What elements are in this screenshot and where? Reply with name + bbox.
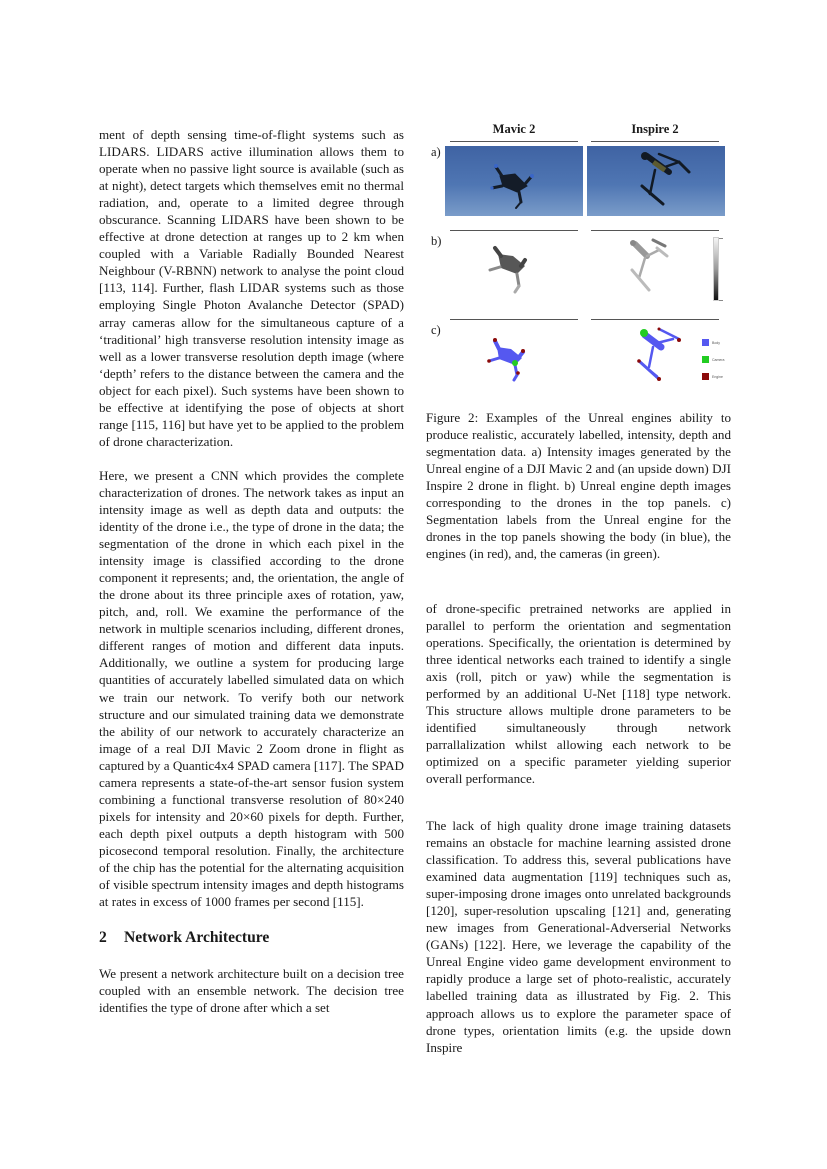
depth-colorbar (713, 237, 719, 301)
body-paragraph: of drone-specific pretrained networks are applied in parallel to perform the orientation and segmentation operations. Specifically, the orientation is determined by three identical networks each trained to identify a single axis (roll, pitch or yaw) while the segmentation is performed by an additional U-Net [118] type network. This structure allows multiple drone parameters to be identified simultaneously through network parrallalization whilst allowing each network to be optimized on a specific parameter yielding superior overall performance. (426, 601, 731, 787)
depth-image-mavic (445, 234, 583, 304)
caption-text: Figure 2: Examples of the Unreal engines ability to produce realistic, accurately labelled, intensity, depth and segmentation data. a) Intensity images generated by the Unreal engine of a DJI Mavic 2 and (an upside down) DJI Inspire 2 drone in flight. b) Unreal engine depth images corresponding to the drones in the top panels. c) Segmentation labels from the Unreal engine for the drones in the top panels showing the body (in blue), the engines (in red), and, the cameras (in green). (426, 410, 731, 562)
mavic-drone-segmentation (445, 323, 583, 393)
body-paragraph: We present a network architecture built on a decision tree coupled with an ensemble network. The decision tree identifies the type of drone after which a set (99, 966, 404, 1016)
body-paragraph: Here, we present a CNN which provides the complete characterization of drones. The network takes as input an intensity image as well as depth data and outputs: the identity of the drone i.e., the type of drone in the data; the segmentation of the drone in which each pixel in the intensity image is classified according to the drone component it represents; and, the orientation, the angle of the drone about its three principle axes of rotation, yaw, pitch, and, roll. We examine the performance of the network in multiple scenarios including, different drones, different ranges of motion and different data inputs. Additionally, we outline a system for producing large quantities of accurately labelled simulated data on which we train our network. To verify both our network structure and our simulated training data we demonstrate the ability of our network to accurately characterize an image of a real DJI Mavic 2 Zoom drone in flight as captured by a Quantic4x4 SPAD camera [117]. The SPAD camera represents a state-of-the-art sensor fusion system combining a functional transverse resolution of 80×240 pixels for intensity and 20×60 pixels for depth. Further, each depth pixel outputs a depth histogram with 500 picosecond temporal resolution. Finally, the architecture of the chip has the potential for the alternating acquisition of visible spectrum intensity images and depth histograms at rates in excess of 1000 frames per second [115]. (99, 467, 404, 910)
row-label-b: b) (431, 234, 442, 248)
mavic-drone-depth (445, 234, 583, 304)
intensity-image-mavic (445, 146, 583, 216)
body-paragraph: ment of depth sensing time-of-flight systems such as LIDARS. LIDARS active illumination allows them to operate when no passive light source is available (such as at night), detect targets which themselves emit no thermal radiation, and, operate to a limited degree through obscurance. Scanning LIDARS have been shown to be effective at drone detection at ranges up to 2 km when coupled with a Variable Radially Bounded Nearest Neighbour (V-RBNN) network to analyse the point cloud [113, 114]. Further, flash LIDAR systems such as those employing Single Photon Avalanche Detector (SPAD) array cameras allow for the simultaneous capture of a ‘traditional’ high transverse resolution intensity image as well as a lower transverse resolution depth image (where ‘depth’ refers to the distance between the camera and the object for each pixel). Such systems have been shown to be effective at identifying the pose of objects at short range [115, 116] but have yet to be applied to the problem of drone characterization. (99, 127, 404, 449)
intensity-image-inspire (587, 146, 725, 216)
row-label-c: c) (431, 323, 441, 337)
right-column-paragraph-1 (426, 600, 731, 788)
inspire-drone-dark (587, 146, 725, 216)
legend-label: Engine (712, 374, 723, 379)
figure-caption (426, 409, 731, 562)
row-rule (450, 230, 578, 231)
legend-item-engine (702, 373, 723, 380)
row-label-a: a) (431, 145, 441, 159)
row-rule (450, 319, 578, 320)
column-header-mavic: Mavic 2 (492, 122, 536, 136)
legend-swatch (702, 339, 709, 346)
legend-label: Body (712, 340, 720, 345)
left-column (99, 126, 404, 1016)
section-number: 2 (99, 929, 107, 947)
header-rule (591, 141, 719, 142)
legend-item-body (702, 339, 720, 346)
legend-swatch (702, 356, 709, 363)
legend-label: Camera (712, 357, 725, 362)
header-rule (450, 141, 578, 142)
right-column-paragraph-2 (426, 817, 731, 1056)
colorbar-tick (719, 300, 723, 301)
section-heading (99, 929, 404, 946)
mavic-drone-dark (445, 146, 583, 216)
section-title: Network Architecture (124, 929, 270, 947)
colorbar-tick (719, 238, 723, 239)
legend-item-camera (702, 356, 724, 363)
row-rule (591, 319, 719, 320)
row-rule (591, 230, 719, 231)
body-paragraph: The lack of high quality drone image training datasets remains an obstacle for machine learning assisted drone classification. To address this, several publications have examined data augmentation [119] techniques such as, super-imposing drone images onto unrelated backgrounds [120], super-resolution upscaling [121] and, generating new images from Generational-Adverserial Networks (GANs) [122]. Here, we leverage the capability of the Unreal Engine video game development environment to rapidly produce a large set of photo-realistic, accurately labelled training data as illustrated by Fig. 2. This approach allows us to explore the parameter space of drone types, orientation limits (e.g. the upside down Inspire (426, 818, 731, 1055)
legend-swatch (702, 373, 709, 380)
depth-image-inspire (587, 234, 725, 304)
column-header-inspire: Inspire 2 (631, 122, 679, 136)
inspire-drone-depth (587, 234, 725, 304)
segmentation-image-mavic (445, 323, 583, 393)
